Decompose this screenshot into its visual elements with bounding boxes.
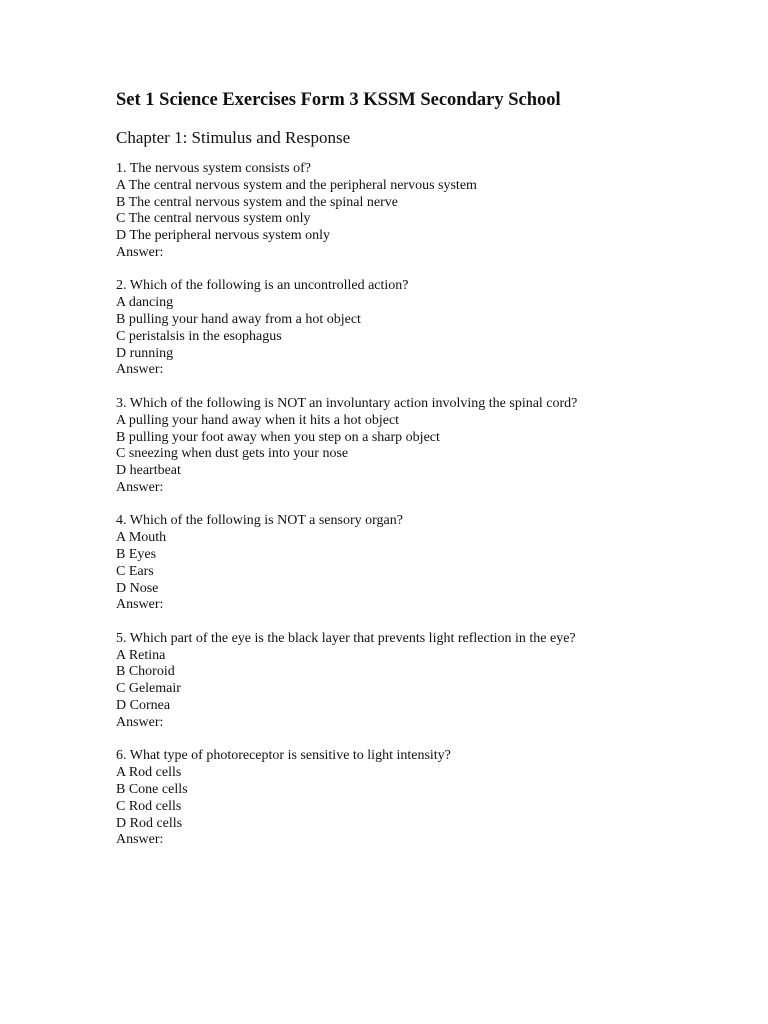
answer-label: Answer: <box>116 597 164 613</box>
option-b: B pulling your foot away when you step on a sharp object <box>116 429 440 445</box>
option-b: B The central nervous system and the spinal nerve <box>116 194 398 210</box>
option-d: D heartbeat <box>116 463 181 479</box>
option-b: B Cone cells <box>116 781 188 797</box>
option-c: C Rod cells <box>116 798 182 814</box>
question-5 <box>116 631 736 732</box>
question-text: 2. Which of the following is an uncontrolled action? <box>116 278 409 294</box>
document-page <box>116 88 736 866</box>
option-b: B Eyes <box>116 547 157 562</box>
answer-label: Answer: <box>116 832 164 848</box>
option-b: B pulling your hand away from a hot object <box>116 312 361 328</box>
question-6 <box>116 748 736 849</box>
question-text: 5. Which part of the eye is the black layer that prevents light reflection in the eye? <box>116 630 576 646</box>
option-c: C Ears <box>116 563 154 579</box>
question-text: 3. Which of the following is NOT an involuntary action involving the spinal cord? <box>116 395 578 411</box>
option-a: A Mouth <box>116 530 167 546</box>
answer-label: Answer: <box>116 479 164 495</box>
option-d: D Rod cells <box>116 815 183 831</box>
question-4 <box>116 513 736 614</box>
chapter-title: Chapter 1: Stimulus and Response <box>116 128 351 147</box>
option-a: A Rod cells <box>116 765 182 781</box>
document-title: Set 1 Science Exercises Form 3 KSSM Secondary School <box>116 90 561 110</box>
option-a: A Retina <box>116 647 166 663</box>
answer-label: Answer: <box>116 362 164 378</box>
question-list <box>116 161 736 849</box>
question-text: 4. Which of the following is NOT a sensory organ? <box>116 513 403 529</box>
question-text: 6. What type of photoreceptor is sensitive to light intensity? <box>116 748 451 764</box>
option-b: B Choroid <box>116 664 175 680</box>
question-text: 1. The nervous system consists of? <box>116 161 311 176</box>
option-a: A dancing <box>116 295 174 311</box>
option-a: A pulling your hand away when it hits a hot object <box>116 412 400 428</box>
question-2 <box>116 278 736 379</box>
answer-label: Answer: <box>116 714 164 730</box>
option-c: C sneezing when dust gets into your nose <box>116 446 349 462</box>
question-1 <box>116 161 736 262</box>
option-c: C Gelemair <box>116 681 181 697</box>
question-3 <box>116 396 736 497</box>
option-d: D Cornea <box>116 698 171 714</box>
option-a: A The central nervous system and the peripheral nervous system <box>116 177 477 193</box>
option-c: C peristalsis in the esophagus <box>116 328 282 344</box>
option-d: D running <box>116 345 174 361</box>
option-d: D The peripheral nervous system only <box>116 228 330 244</box>
option-c: C The central nervous system only <box>116 211 311 227</box>
answer-label: Answer: <box>116 244 164 260</box>
option-d: D Nose <box>116 580 159 596</box>
